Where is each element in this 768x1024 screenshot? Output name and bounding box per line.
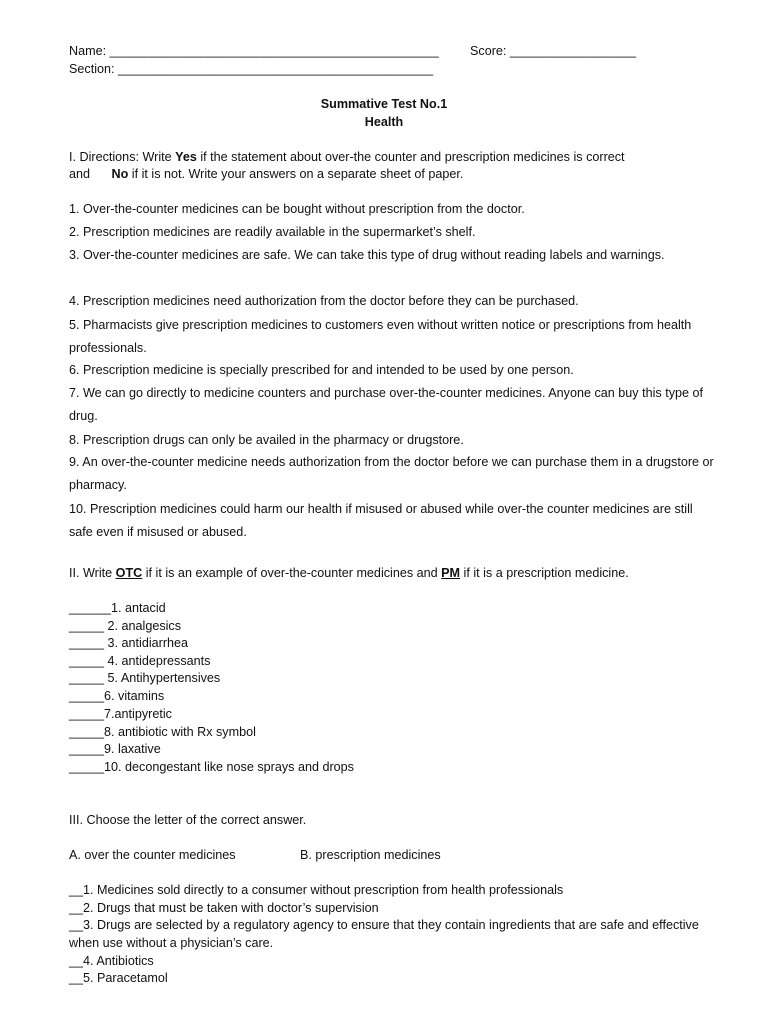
part1-item: 5. Pharmacists give prescription medicines to customers even without written notice or prescriptions from health professionals.	[69, 318, 692, 355]
section-field	[69, 61, 433, 78]
part2-intro-a: II. Write	[69, 566, 116, 580]
part2-item: _____ 3. antidiarrhea	[69, 636, 189, 650]
part2-intro	[69, 565, 629, 582]
part3-item: __4. Antibiotics	[69, 954, 154, 968]
part1-directions-d: if it is not. Write your answers on a separate sheet of paper.	[128, 167, 464, 181]
part3-item: __2. Drugs that must be taken with doctor’s supervision	[69, 901, 379, 915]
part2-item: _____ 4. antidepressants	[69, 654, 211, 668]
part3-option-b: B. prescription medicines	[300, 848, 441, 862]
part1-item: 1. Over-the-counter medicines can be bought without prescription from the doctor.	[69, 202, 525, 216]
part1-directions-c: and	[69, 167, 94, 181]
part2-item: _____6. vitamins	[69, 689, 165, 703]
score-label: Score: __________________	[470, 44, 636, 58]
part2-item: _____8. antibiotic with Rx symbol	[69, 725, 256, 739]
part2-item: _____ 5. Antihypertensives	[69, 671, 221, 685]
yes-keyword: Yes	[175, 150, 197, 164]
part3-option-a: A. over the counter medicines	[69, 848, 236, 862]
part2-item: _____7.antipyretic	[69, 707, 172, 721]
name-label: Name: _______________________________________________	[69, 44, 439, 58]
part1-directions-a: I. Directions: Write	[69, 150, 176, 164]
part1-item: 8. Prescription drugs can only be availed in the pharmacy or drugstore.	[69, 433, 464, 447]
no-keyword: No	[111, 167, 129, 181]
section-label: Section: _____________________________________________	[69, 62, 434, 76]
otc-keyword: OTC	[115, 566, 143, 580]
part2-item: ______1. antacid	[69, 601, 166, 615]
part1-item: 9. An over-the-counter medicine needs authorization from the doctor before we can purchase them in a drugstore or pharmacy.	[69, 455, 714, 492]
part1-item: 2. Prescription medicines are readily available in the supermarket’s shelf.	[69, 225, 476, 239]
part1-item: 7. We can go directly to medicine counters and purchase over-the-counter medicines. Anyone can buy this type of drug.	[69, 386, 704, 423]
part3-item: __5. Paracetamol	[69, 971, 168, 985]
part1-item: 10. Prescription medicines could harm our health if misused or abused while over-the counter medicines are still safe even if misused or abused.	[69, 502, 693, 539]
part1-directions-line1	[69, 149, 625, 166]
part1-directions-b: if the statement about over-the counter and prescription medicines is correct	[196, 150, 625, 164]
part2-item: _____10. decongestant like nose sprays and drops	[69, 760, 354, 774]
part1-item: 6. Prescription medicine is specially prescribed for and intended to be used by one person.	[69, 363, 574, 377]
score-field	[470, 43, 636, 60]
name-field	[69, 43, 439, 60]
part2-item: _____ 2. analgesics	[69, 619, 182, 633]
part3-item: __1. Medicines sold directly to a consumer without prescription from health professionals	[69, 883, 564, 897]
part2-intro-c: if it is a prescription medicine.	[460, 566, 629, 580]
test-title: Summative Test No.1	[320, 97, 448, 111]
part2-intro-b: if it is an example of over-the-counter medicines and	[142, 566, 442, 580]
part1-item: 3. Over-the-counter medicines are safe. We can take this type of drug without reading labels and warnings.	[69, 248, 665, 262]
part2-item: _____9. laxative	[69, 742, 161, 756]
part1-item: 4. Prescription medicines need authorization from the doctor before they can be purchased.	[69, 294, 579, 308]
part1-directions-line2	[69, 166, 463, 183]
test-subject: Health	[364, 115, 404, 129]
part3-item: __3. Drugs are selected by a regulatory agency to ensure that they contain ingredients that are safe and effective when use without a physician’s care.	[69, 918, 699, 950]
pm-keyword: PM	[441, 566, 461, 580]
part3-intro: III. Choose the letter of the correct answer.	[69, 813, 307, 827]
